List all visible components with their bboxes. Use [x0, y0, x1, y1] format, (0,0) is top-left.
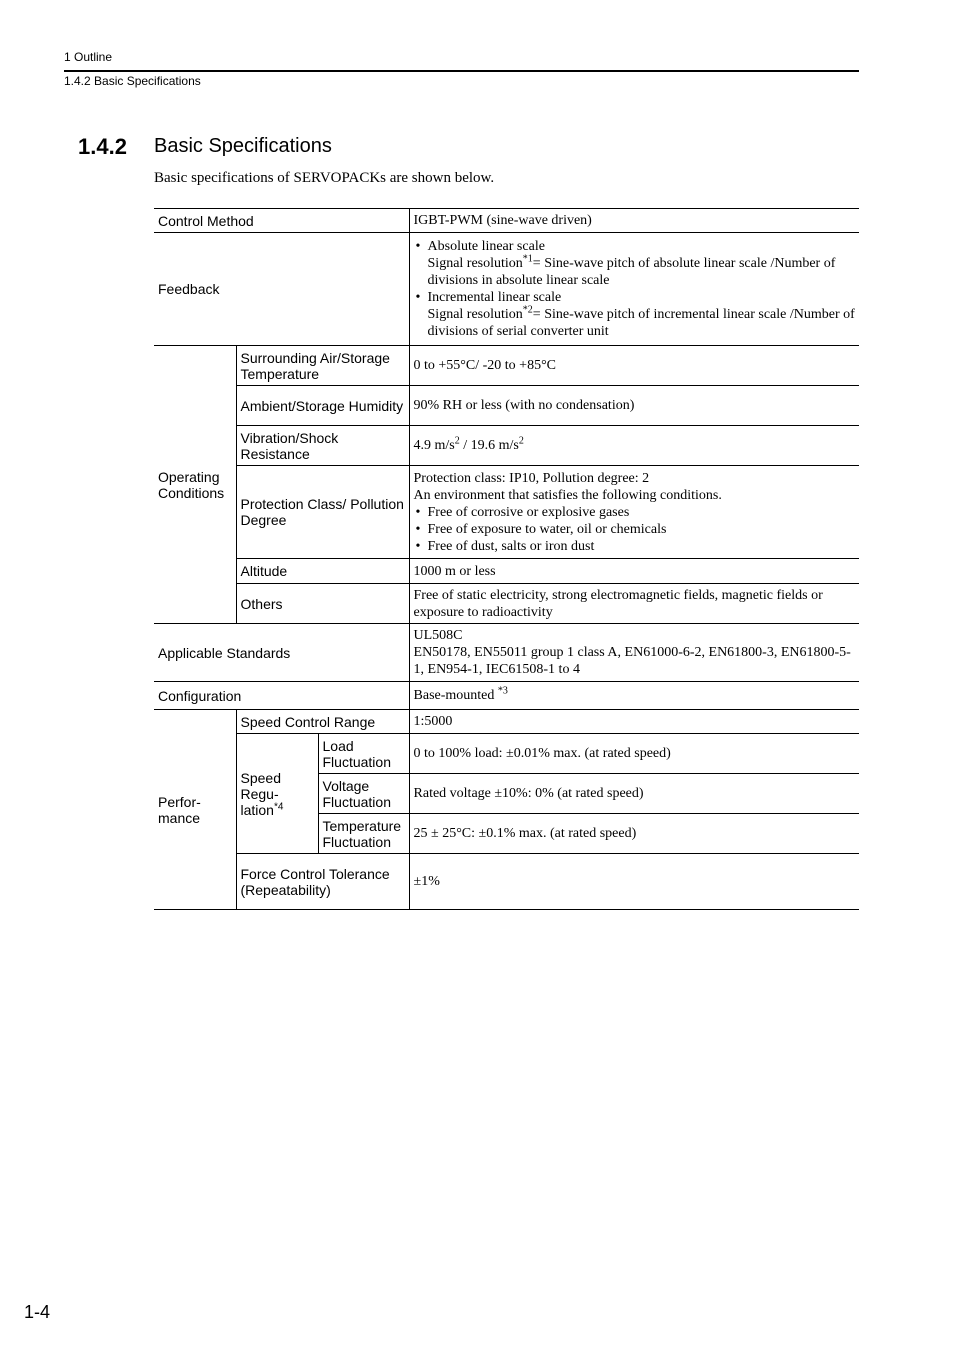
humidity-value: 90% RH or less (with no condensation) [409, 386, 859, 426]
table-row [154, 734, 859, 774]
list-item: • Free of corrosive or explosive gases [414, 504, 856, 521]
list-item: • Free of dust, salts or iron dust [414, 538, 856, 555]
table-row [154, 624, 859, 682]
configuration-value: Base-mounted $^{*3}$ [409, 682, 859, 710]
table-row [154, 466, 859, 559]
force-control-value: ±1% [409, 854, 859, 910]
table-row [154, 209, 859, 233]
running-header-chapter: 1 Outline [64, 50, 113, 64]
temperature-value: 0 to +55°C/ -20 to +85°C [409, 346, 859, 386]
section-number: 1.4.2 [78, 134, 127, 159]
altitude-label: Altitude [236, 559, 409, 584]
table-row [154, 584, 859, 624]
table-row [154, 386, 859, 426]
control-method-value: IGBT-PWM (sine-wave driven) [409, 209, 859, 233]
protection-label: Protection Class/ Pollution Degree [236, 466, 409, 559]
feedback-inc-resolution: Signal resolution$^{*2}$= Sine-wave pitch of incremental linear scale /Number of divisions of serial converter unit [427, 304, 855, 339]
load-fluctuation-value: 0 to 100% load: ±0.01% max. (at rated speed) [409, 734, 859, 774]
operating-conditions-label: Operating Conditions [154, 346, 236, 624]
page-number: 1-4 [24, 1302, 51, 1322]
header-rule [64, 70, 859, 72]
temperature-fluctuation-label: Temperature Fluctuation [318, 814, 409, 854]
feedback-value [409, 233, 859, 346]
feedback-label: Feedback [154, 233, 409, 346]
force-control-label: Force Control Tolerance (Repeatability) [236, 854, 409, 910]
list-item: • Incremental linear scale [414, 289, 856, 306]
running-header-section: 1.4.2 Basic Specifications [64, 74, 201, 88]
section-title: Basic Specifications [154, 135, 332, 157]
protection-line: An environment that satisfies the following conditions. [413, 487, 722, 503]
voltage-fluctuation-value: Rated voltage ±10%: 0% (at rated speed) [409, 774, 859, 814]
altitude-value: 1000 m or less [409, 559, 859, 584]
others-value: Free of static electricity, strong electromagnetic fields, magnetic fields or exposure to radioactivity [409, 584, 859, 624]
temperature-label: Surrounding Air/Storage Temperature [236, 346, 409, 386]
table-row [154, 682, 859, 710]
table-row [154, 426, 859, 466]
performance-label: Perfor- mance [154, 710, 236, 910]
standards-value [409, 624, 859, 682]
list-item: • Free of exposure to water, oil or chemicals [414, 521, 856, 538]
table-row [154, 346, 859, 386]
standards-line: EN50178, EN55011 group 1 class A, EN61000-6-2, EN61800-3, EN61800-5-1, EN954-1, IEC61508-1 to 4 [413, 645, 851, 677]
vibration-label: Vibration/Shock Resistance [236, 426, 409, 466]
temperature-fluctuation-value: 25 ± 25°C: ±0.1% max. (at rated speed) [409, 814, 859, 854]
standards-label: Applicable Standards [154, 624, 409, 682]
table-row [154, 854, 859, 910]
speed-range-value: 1:5000 [409, 710, 859, 734]
speed-regulation-label: Speed Regu- lation$^{*4}$ [236, 734, 318, 854]
table-row [154, 233, 859, 346]
configuration-label: Configuration [154, 682, 409, 710]
load-fluctuation-label: Load Fluctuation [318, 734, 409, 774]
protection-value [409, 466, 859, 559]
list-item: • Absolute linear scale [414, 238, 856, 255]
section-intro: Basic specifications of SERVOPACKs are shown below. [154, 170, 495, 186]
control-method-label: Control Method [154, 209, 409, 233]
speed-range-label: Speed Control Range [236, 710, 409, 734]
table-row [154, 710, 859, 734]
table-row [154, 559, 859, 584]
protection-line: Protection class: IP10, Pollution degree: 2 [413, 470, 650, 486]
humidity-label: Ambient/Storage Humidity [236, 386, 409, 426]
specifications-table [154, 208, 859, 910]
others-label: Others [236, 584, 409, 624]
feedback-abs-resolution: Signal resolution$^{*1}$= Sine-wave pitch of absolute linear scale /Number of divisions in absolute linear scale [427, 253, 836, 288]
vibration-value: 4.9 $m/s^2 / 19.6$ $m/s^2$ [409, 426, 859, 466]
standards-line: UL508C [413, 628, 463, 643]
voltage-fluctuation-label: Voltage Fluctuation [318, 774, 409, 814]
